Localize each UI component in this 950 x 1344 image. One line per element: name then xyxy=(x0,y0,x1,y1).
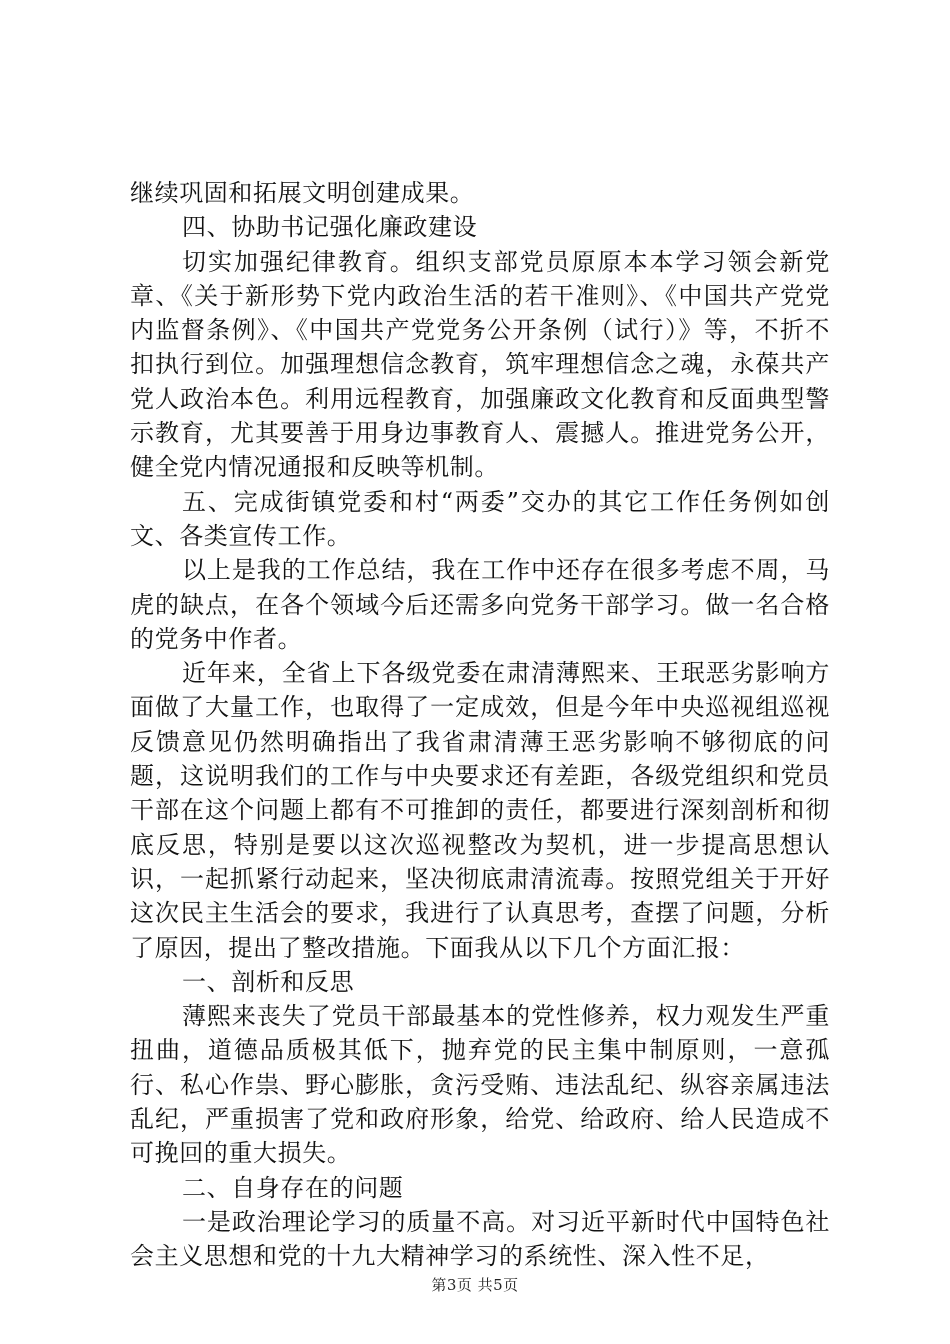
paragraph-problem-one: 一是政治理论学习的质量不高。对习近平新时代中国特色社会主义思想和党的十九大精神学习的系统性、深入性不足， xyxy=(130,1207,830,1271)
section-heading-four: 四、协助书记强化廉政建设 xyxy=(182,213,478,242)
section-heading-five: 五、完成街镇党委和村“两委”交办的其它工作任务例如创文、各类宣传工作。 xyxy=(130,487,830,550)
paragraph-introduction: 近年来，全省上下各级党委在肃清薄熙来、王珉恶劣影响方面做了大量工作，也取得了一定成效，但是今年中央巡视组巡视反馈意见仍然明确指出了我省肃清薄王恶劣影响不够彻底的问题，这说明我们的工作与中央要求还有差距，各级党组织和党员干部在这个问题上都有不可推卸的责任，都要进行深刻剖析和彻底反思，特别是要以这次巡视整改为契机，进一步提高思想认识，一起抓紧行动起来，坚决彻底肃清流毒。按照党组关于开好这次民主生活会的要求，我进行了认真思考，查摆了问题，分析了原因，提出了整改措施。下面我从以下几个方面汇报： xyxy=(130,659,830,962)
paragraph-summary: 以上是我的工作总结，我在工作中还存在很多考虑不周，马虎的缺点，在各个领域今后还需多向党务干部学习。做一名合格的党务中作者。 xyxy=(130,556,830,653)
paragraph-discipline-education: 切实加强纪律教育。组织支部党员原原本本学习领会新党章、《关于新形势下党内政治生活的若干准则》、《中国共产党党内监督条例》、《中国共产党党务公开条例（试行）》等，不折不扣执行到位。加强理想信念教育，筑牢理想信念之魂，永葆共产党人政治本色。利用远程教育，加强廉政文化教育和反面典型警示教育，尤其要善于用身边事教育人、震撼人。推进党务公开，健全党内情况通报和反映等机制。 xyxy=(130,247,830,482)
document-body xyxy=(130,176,830,1274)
section-heading-analysis: 一、剖析和反思 xyxy=(182,967,355,996)
section-heading-problems: 二、自身存在的问题 xyxy=(182,1173,404,1202)
paragraph-continuation: 继续巩固和拓展文明创建成果。 xyxy=(130,179,475,207)
paragraph-analysis: 薄熙来丧失了党员干部最基本的党性修养，权力观发生严重扭曲，道德品质极其低下，抛弃党的民主集中制原则，一意孤行、私心作祟、野心膨胀，贪污受贿、违法乱纪、纵容亲属违法乱纪，严重损害了党和政府形象，给党、给政府、给人民造成不可挽回的重大损失。 xyxy=(130,1002,830,1168)
page-number-footer: 第3页 共5页 xyxy=(431,1276,519,1294)
